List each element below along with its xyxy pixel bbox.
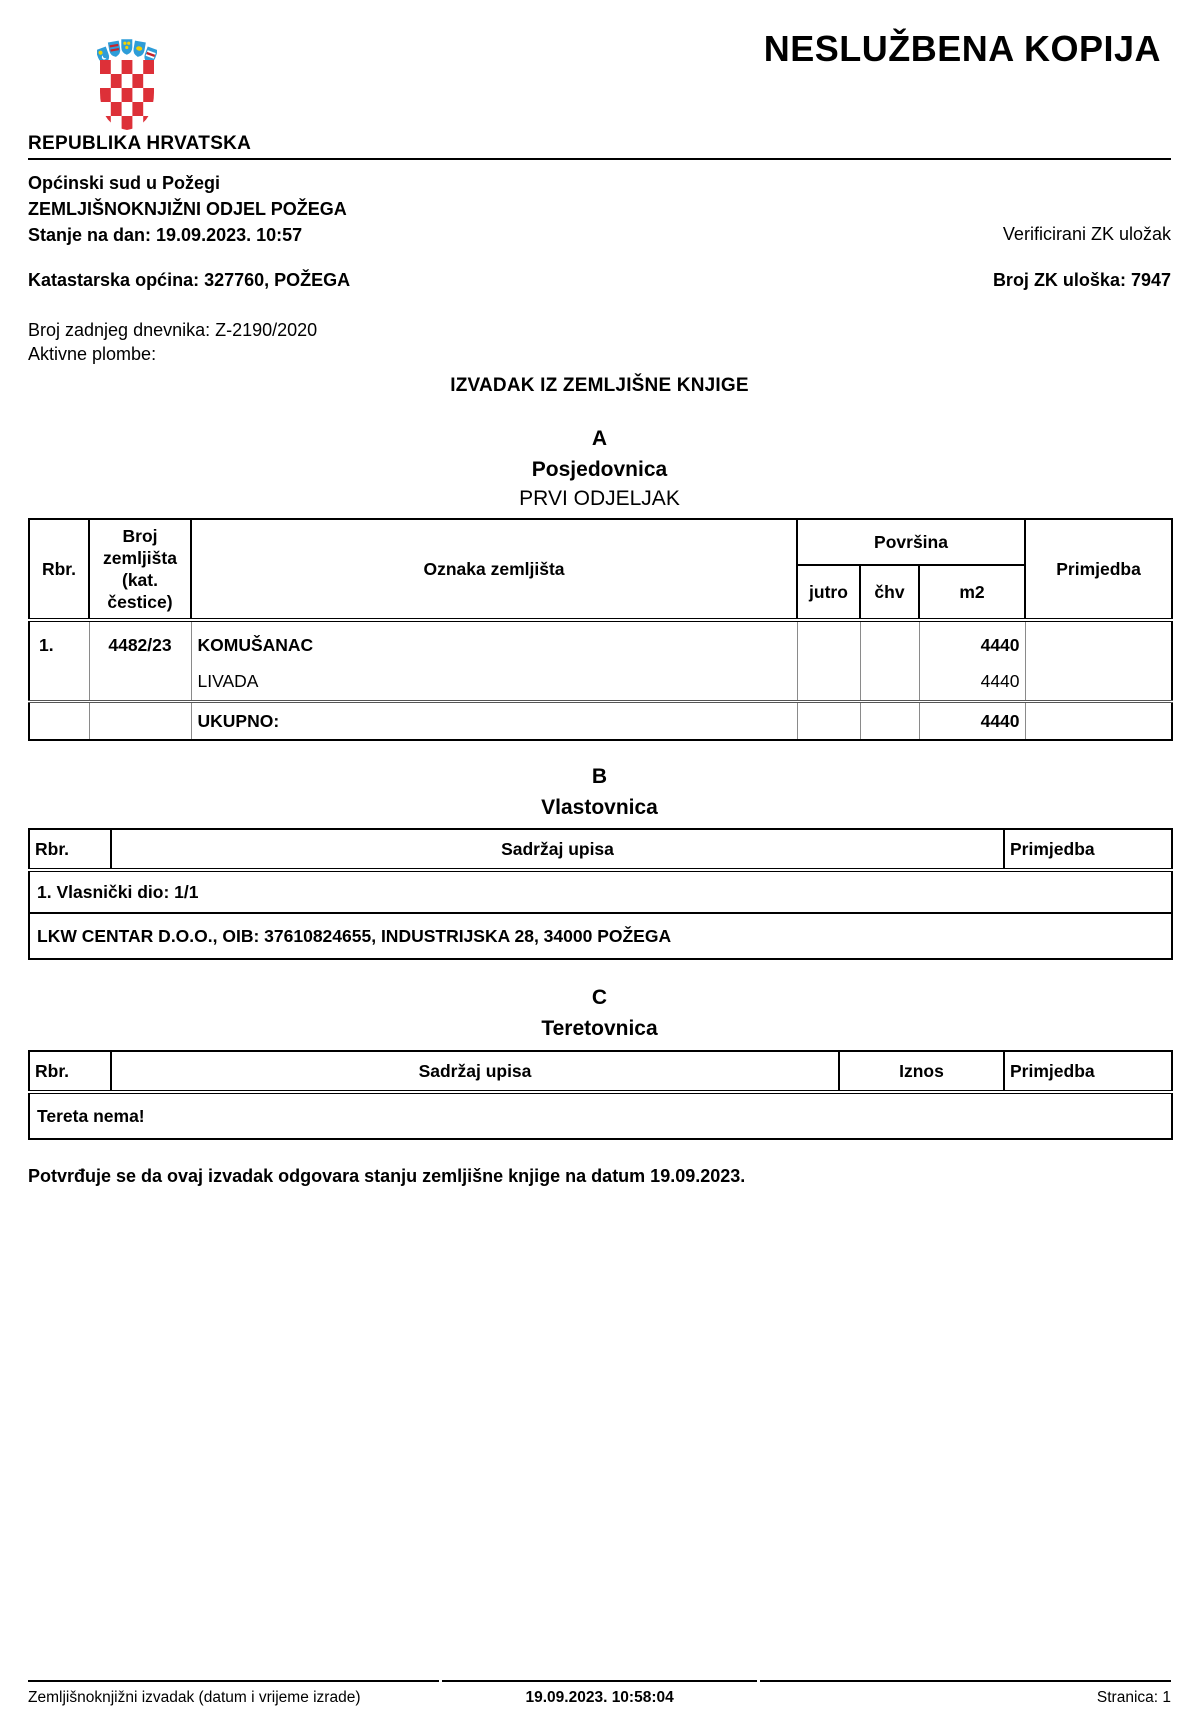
section-b-letter: B bbox=[591, 765, 608, 788]
encumbrance-header-row bbox=[29, 1051, 1172, 1092]
col-area-group-header: Površina bbox=[797, 519, 1025, 565]
no-encumbrance-row bbox=[29, 1092, 1172, 1139]
unofficial-copy-title: NESLUŽBENA KOPIJA bbox=[763, 28, 1161, 69]
col-parcel-header: Broj zemljišta (kat. čestice) bbox=[89, 519, 191, 620]
croatia-coat-of-arms-icon bbox=[97, 36, 157, 132]
no-encumbrance-text: Tereta nema! bbox=[29, 1092, 1172, 1139]
masthead bbox=[28, 0, 1171, 160]
cell-remark bbox=[1025, 660, 1172, 702]
ownership-header-row bbox=[29, 829, 1172, 870]
status-date: Stanje na dan: 19.09.2023. 10:57 bbox=[28, 225, 303, 245]
zk-folio-number: Broj ZK uloška: 7947 bbox=[992, 270, 1171, 290]
table-row bbox=[29, 620, 1172, 660]
section-a-letter: A bbox=[591, 427, 608, 450]
cell-remark bbox=[1025, 620, 1172, 660]
country-name: REPUBLIKA HRVATSKA bbox=[28, 133, 252, 154]
cell-designation: KOMUŠANAC bbox=[191, 620, 797, 660]
col-m2-header: m2 bbox=[919, 565, 1025, 620]
total-label: UKUPNO: bbox=[191, 702, 797, 741]
footer-page-number: Stranica: 1 bbox=[760, 1680, 1171, 1707]
encumbrance-table bbox=[28, 1050, 1173, 1140]
col-remark-header: Primjedba bbox=[1004, 829, 1172, 870]
cell-designation: LIVADA bbox=[191, 660, 797, 702]
total-m2: 4440 bbox=[919, 702, 1025, 741]
court-name: Općinski sud u Požegi bbox=[28, 173, 221, 193]
cell-jutro bbox=[797, 702, 860, 741]
page-footer bbox=[28, 1680, 1171, 1707]
cell-chv bbox=[860, 702, 919, 741]
cell-rbr bbox=[29, 660, 89, 702]
section-c-letter: C bbox=[591, 986, 608, 1009]
cell-parcel: 4482/23 bbox=[89, 620, 191, 660]
col-designation-header: Oznaka zemljišta bbox=[191, 519, 797, 620]
owner-row bbox=[29, 913, 1172, 959]
ownership-share-row bbox=[29, 870, 1172, 913]
cell-remark bbox=[1025, 702, 1172, 741]
col-remark-header: Primjedba bbox=[1025, 519, 1172, 620]
col-rbr-header: Rbr. bbox=[29, 829, 111, 870]
total-row bbox=[29, 702, 1172, 741]
ownership-table bbox=[28, 828, 1173, 960]
certification-statement: Potvrđuje se da ovaj izvadak odgovara stanju zemljišne knjige na datum 19.09.2023. bbox=[28, 1166, 746, 1186]
verified-folio-label: Verificirani ZK uložak bbox=[1002, 224, 1171, 244]
cell-jutro bbox=[797, 620, 860, 660]
col-content-header: Sadržaj upisa bbox=[111, 1051, 839, 1092]
cell-rbr: 1. bbox=[29, 620, 89, 660]
cell-parcel bbox=[89, 660, 191, 702]
possession-header-row-1 bbox=[29, 519, 1172, 565]
court-block bbox=[28, 170, 1171, 248]
last-journal-number: Broj zadnjeg dnevnika: Z-2190/2020 bbox=[28, 320, 318, 340]
cell-m2: 4440 bbox=[919, 620, 1025, 660]
cell-rbr bbox=[29, 702, 89, 741]
section-a-subtitle: PRVI ODJELJAK bbox=[519, 487, 680, 510]
col-amount-header: Iznos bbox=[839, 1051, 1004, 1092]
col-rbr-header: Rbr. bbox=[29, 519, 89, 620]
cadastral-municipality: Katastarska općina: 327760, POŽEGA bbox=[28, 270, 351, 290]
possession-table bbox=[28, 518, 1173, 741]
footer-generation-datetime: 19.09.2023. 10:58:04 bbox=[442, 1680, 756, 1707]
document-title: IZVADAK IZ ZEMLJIŠNE KNJIGE bbox=[450, 375, 749, 396]
section-a-title: Posjedovnica bbox=[531, 458, 668, 481]
cell-chv bbox=[860, 660, 919, 702]
journal-block bbox=[28, 318, 1171, 366]
col-jutro-header: jutro bbox=[797, 565, 860, 620]
cell-parcel bbox=[89, 702, 191, 741]
section-c-title: Teretovnica bbox=[541, 1017, 658, 1040]
col-chv-header: čhv bbox=[860, 565, 919, 620]
cadastral-line bbox=[28, 270, 1171, 291]
cell-jutro bbox=[797, 660, 860, 702]
active-seals-label: Aktivne plombe: bbox=[28, 344, 157, 364]
department-name: ZEMLJIŠNOKNJIŽNI ODJEL POŽEGA bbox=[28, 199, 347, 219]
col-rbr-header: Rbr. bbox=[29, 1051, 111, 1092]
owner-text: LKW CENTAR D.O.O., OIB: 37610824655, INDUSTRIJSKA 28, 34000 POŽEGA bbox=[29, 913, 1172, 959]
footer-document-type: Zemljišnoknjižni izvadak (datum i vrijeme izrade) bbox=[28, 1680, 439, 1707]
col-remark-header: Primjedba bbox=[1004, 1051, 1172, 1092]
checkerboard-shield bbox=[100, 60, 154, 130]
section-b-title: Vlastovnica bbox=[541, 796, 658, 819]
col-content-header: Sadržaj upisa bbox=[111, 829, 1004, 870]
cell-m2: 4440 bbox=[919, 660, 1025, 702]
table-row bbox=[29, 660, 1172, 702]
cell-chv bbox=[860, 620, 919, 660]
ownership-share-text: 1. Vlasnički dio: 1/1 bbox=[29, 870, 1172, 913]
